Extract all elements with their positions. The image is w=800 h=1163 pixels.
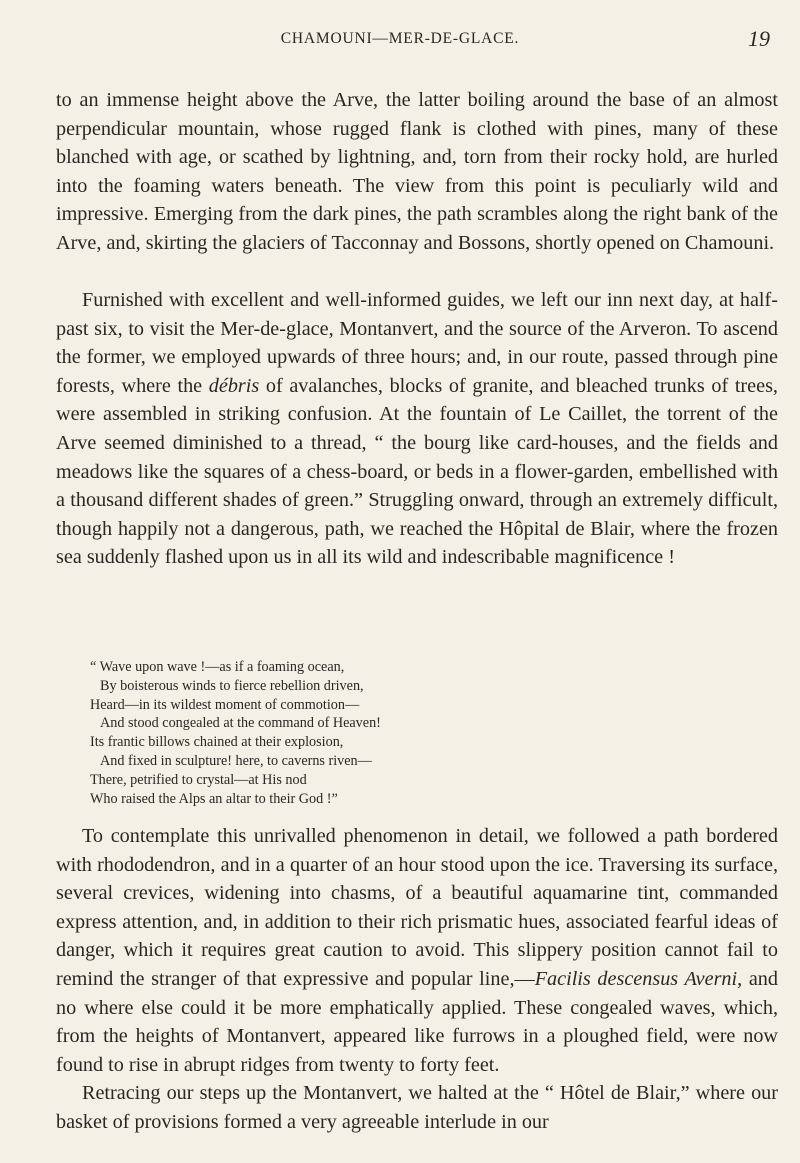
verse-line: There, petrified to crystal—at His nod bbox=[90, 771, 307, 788]
paragraph-4: Retracing our steps up the Montanvert, we halted at the “ Hôtel de Blair,” where our basket of provisions formed a very agreeable interlude in our bbox=[56, 1082, 778, 1133]
page-number: 19 bbox=[748, 26, 770, 51]
paragraph-3 bbox=[56, 822, 778, 1079]
paragraph-2 bbox=[56, 286, 778, 572]
verse-line: Who raised the Alps an altar to their God !” bbox=[90, 790, 338, 807]
verse-line: “ Wave upon wave !—as if a foaming ocean, bbox=[90, 659, 345, 675]
paragraph-1: to an immense height above the Arve, the latter boiling around the base of an almost perpendicular mountain, whose rugged flank is clothed with pines, many of these blanched with age, or scathed by lightning, and, torn from their rocky hold, are hurled into the foaming waters beneath. The view from this point is peculiarly wild and impressive. Emerging from the dark pines, the path scrambles along the right bank of the Arve, and, skirting the glaciers of Tacconnay and Bossons, shortly opened on Chamouni. bbox=[56, 89, 778, 254]
paragraph-3-emphasis: Facilis descensus Averni, bbox=[534, 967, 743, 990]
running-head: CHAMOUNI—MER-DE-GLACE. bbox=[280, 30, 520, 47]
verse-line: And fixed in sculpture! here, to caverns riven— bbox=[100, 752, 372, 769]
paragraph-2-text-a: Furnished with excellent and well-informed guides, we left our inn next day, at half-past six, to visit the Mer-de-glace, Montanvert, and the source of the Arveron. To ascend the former, we employed upwards of three hours; and, in our route, passed through pine forests, where the bbox=[56, 289, 778, 397]
verse-line: Its frantic billows chained at their explosion, bbox=[90, 734, 344, 751]
page-header bbox=[0, 26, 800, 60]
verse-line: And stood congealed at the command of Heaven! bbox=[100, 715, 381, 732]
paragraph-3-text-a: To contemplate this unrivalled phenomenon in detail, we followed a path bordered with rhododendron, and in a quarter of an hour stood upon the ice. Traversing its surface, several crevices, widening into chasms, of a beautiful aquamarine tint, commanded express attention, and, in addition to their rich prismatic hues, associated fearful ideas of danger, which it requires great caution to avoid. This slippery position cannot fail to remind the stranger of that expressive and popular line,— bbox=[56, 825, 778, 990]
verse-line: By boisterous winds to fierce rebellion driven, bbox=[100, 677, 364, 694]
paragraph-3-text-b: and no where else could it be more emphatically applied. These congealed waves, which, from the heights of Montanvert, appeared like furrows in a ploughed field, were now found to rise in abrupt ridges from twenty to forty feet. bbox=[56, 967, 778, 1076]
paragraph-2-emphasis: débris bbox=[208, 374, 260, 397]
verse-line: Heard—in its wildest moment of commotion— bbox=[90, 696, 360, 713]
paragraph-2-text-b: of avalanches, blocks of granite, and bleached trunks of trees, were assembled in striking confusion. At the fountain of Le Caillet, the torrent of the Arve seemed diminished to a thread, “ the bourg like card-houses, and the fields and meadows like the squares of a chess-board, or beds in a flower-garden, embellished with a thousand different shades of green.” Struggling onward, through an extremely difficult, though happily not a dangerous, path, we reached the Hôpital de Blair, where the frozen sea suddenly flashed upon us in all its wild and indescribable magnificence ! bbox=[56, 374, 778, 569]
verse-quotation bbox=[90, 658, 650, 808]
